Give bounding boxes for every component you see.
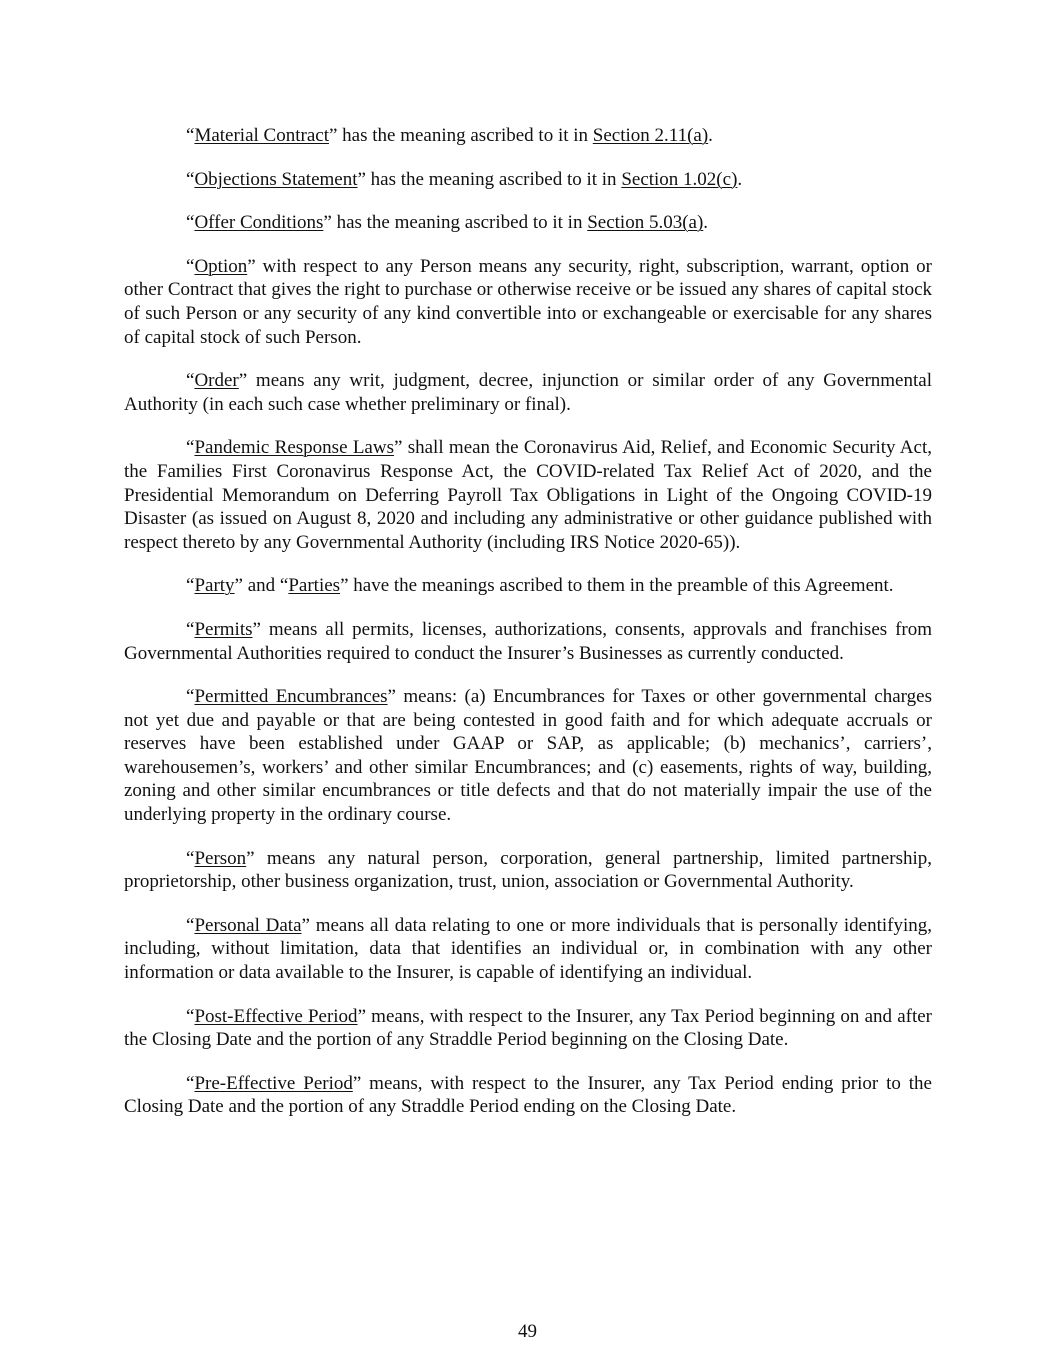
page-number: 49	[518, 1321, 537, 1342]
definition-text: ” means all permits, licenses, authorizations, consents, approvals and franchises from Governmental Authorities required to conduct the Insurer’s Businesses as currently conducted.	[124, 618, 932, 664]
defined-term-2: Parties	[288, 575, 341, 597]
open-quote: “	[186, 686, 195, 708]
defined-term: Material Contract	[194, 125, 329, 146]
definition-option	[124, 255, 932, 349]
definition-post-effective-period	[124, 1005, 932, 1052]
defined-term: Permitted Encumbrances	[194, 686, 388, 708]
section-reference: Section 2.11(a)	[592, 125, 709, 146]
definition-party-parties	[124, 574, 932, 598]
definition-personal-data	[124, 914, 932, 985]
sentence-end: .	[708, 125, 713, 146]
sentence-end: .	[703, 212, 709, 234]
definition-text: ” means: (a) Encumbrances for Taxes or other governmental charges not yet due and payable or that are being contested in good faith and for which adequate accruals or reserves have been established under GAAP or SAP, as applicable; (b) mechanics’, carriers’, warehousemen’s, workers’ and other similar Encumbrances; and (c) easements, rights of way, building, zoning and other similar encumbrances or title defects and that do not materially impair the use of the underlying property in the ordinary course.	[124, 686, 932, 826]
defined-term: Pandemic Response Laws	[194, 437, 394, 459]
open-quote: “	[186, 212, 195, 234]
section-reference: Section 5.03(a)	[587, 212, 704, 234]
definition-objections-statement	[124, 168, 932, 192]
defined-term: Party	[194, 575, 235, 597]
section-reference: Section 1.02(c)	[621, 168, 738, 190]
definition-text: ” has the meaning ascribed to it in	[328, 125, 593, 146]
definitions-section	[124, 124, 932, 1139]
definition-text: ” have the meanings ascribed to them in the preamble of this Agreement.	[340, 575, 894, 597]
definition-text: ” means all data relating to one or more individuals that is personally identifying, including, without limitation, data that identifies an individual or, in combination with any other information or data available to the Insurer, is capable of identifying an individual.	[124, 914, 932, 984]
defined-term: Person	[194, 847, 247, 869]
definition-permitted-encumbrances	[124, 685, 932, 827]
defined-term: Option	[194, 255, 248, 277]
definition-text: ” with respect to any Person means any security, right, subscription, warrant, option or other Contract that gives the right to purchase or otherwise receive or be issued any shares of capital stock of such Person or any security of any kind convertible into or exchangeable or exercisable for any shares of capital stock of such Person.	[124, 255, 932, 348]
defined-term: Post-Effective Period	[194, 1005, 358, 1027]
open-quote: “	[186, 1005, 195, 1027]
defined-term: Pre-Effective Period	[194, 1072, 353, 1094]
open-quote: “	[186, 370, 195, 392]
sentence-end: .	[737, 168, 743, 190]
open-quote: “	[186, 914, 195, 936]
definition-text: ” shall mean the Coronavirus Aid, Relief, and Economic Security Act, the Families First Coronavirus Response Act, the COVID-related Tax Relief Act of 2020, and the Presidential Memorandum on Deferring Payroll Tax Obligations in Light of the Ongoing COVID-19 Disaster (as issued on August 8, 2020 and including any administrative or other guidance published with respect thereto by any Governmental Authority (including IRS Notice 2020-65)).	[124, 437, 932, 553]
open-quote: “	[186, 255, 195, 277]
defined-term: Offer Conditions	[194, 212, 324, 234]
joining-text: ” and “	[234, 575, 289, 597]
definition-text: ” has the meaning ascribed to it in	[323, 212, 588, 234]
open-quote: “	[186, 575, 195, 597]
open-quote: “	[186, 125, 195, 146]
defined-term: Personal Data	[194, 914, 302, 936]
definition-offer-conditions	[124, 211, 932, 235]
defined-term: Permits	[194, 618, 253, 640]
definition-permits	[124, 618, 932, 665]
definition-text: ” has the meaning ascribed to it in	[357, 168, 622, 190]
definition-material-contract	[124, 124, 932, 148]
definition-text: ” means, with respect to the Insurer, any Tax Period ending prior to the Closing Date and the portion of any Straddle Period ending on the Closing Date.	[124, 1072, 932, 1118]
definition-pre-effective-period	[124, 1072, 932, 1119]
open-quote: “	[186, 168, 195, 190]
definition-text: ” means any natural person, corporation, general partnership, limited partnership, proprietorship, other business organization, trust, union, association or Governmental Authority.	[124, 847, 932, 893]
definition-order	[124, 369, 932, 416]
defined-term: Objections Statement	[194, 168, 358, 190]
open-quote: “	[186, 437, 195, 459]
open-quote: “	[186, 618, 195, 640]
definition-person	[124, 847, 932, 894]
defined-term: Order	[194, 370, 239, 392]
open-quote: “	[186, 1072, 195, 1094]
open-quote: “	[186, 847, 195, 869]
definition-text: ” means any writ, judgment, decree, injunction or similar order of any Governmental Authority (in each such case whether preliminary or final).	[124, 370, 932, 415]
definition-text: ” means, with respect to the Insurer, any Tax Period beginning on and after the Closing Date and the portion of any Straddle Period beginning on the Closing Date.	[124, 1005, 932, 1051]
definition-pandemic-response-laws	[124, 436, 932, 554]
